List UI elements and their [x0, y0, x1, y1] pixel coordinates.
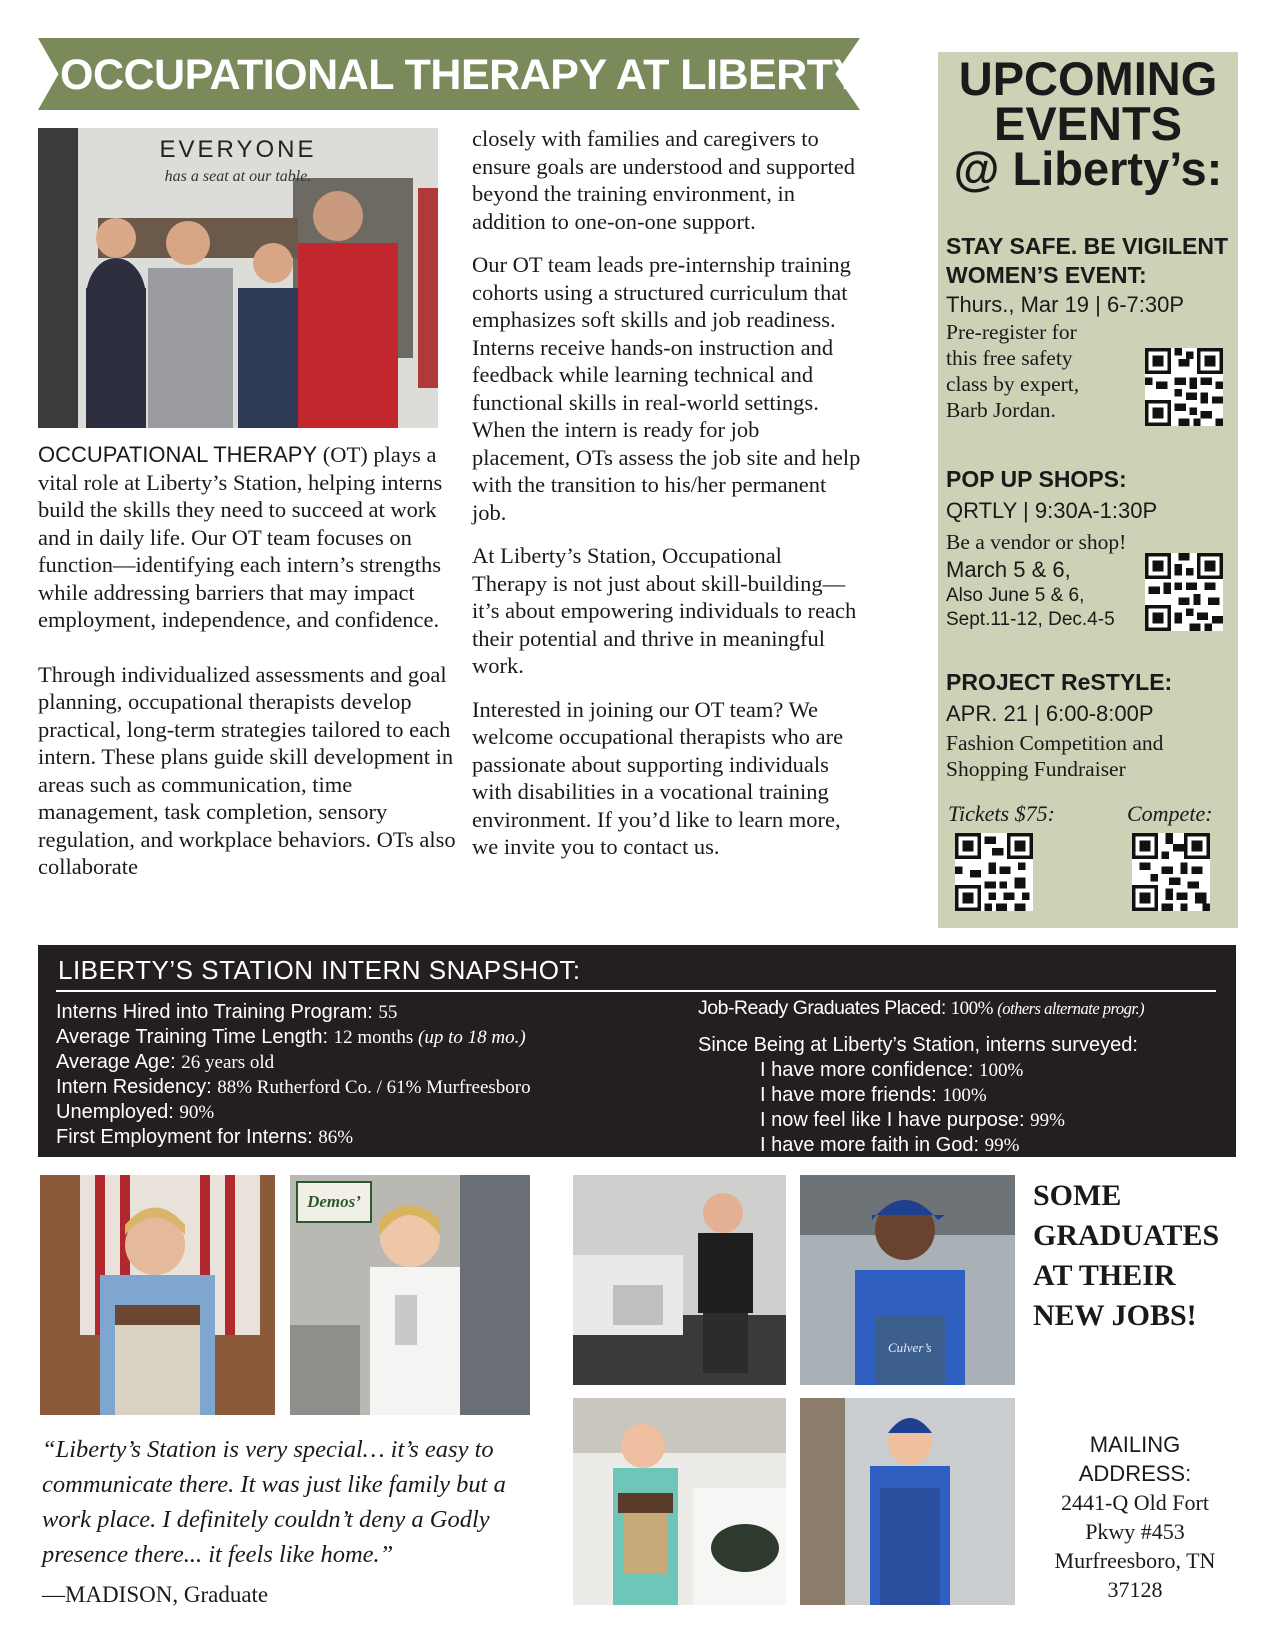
article-paragraph-3: Our OT team leads pre-internship training cohorts using a structured curriculum that emphasizes soft skills and job readiness. Interns receive hands-on instruction and feedback while learning technical and functional skills in real-world settings. When the intern is ready for job placement, OTs assess the job site and help with the transition to his/her permanent job. [472, 252, 861, 525]
sidebar-title-line-2: EVENTS [993, 97, 1183, 150]
event-safety-when: Thurs., Mar 19 | 6-7:30P [946, 292, 1185, 317]
quote-attribution: —MADISON, Graduate [42, 1582, 269, 1607]
survey-row-faith: I have more faith in God: 99% [760, 1134, 1020, 1156]
event-restyle-head: PROJECT ReSTYLE: [946, 669, 1173, 695]
event-restyle-desc-2: Shopping Fundraiser [946, 757, 1126, 781]
mailing-label-2: ADDRESS: [1078, 1461, 1192, 1486]
article-paragraph-4: At Liberty’s Station, Occupational Therapy is not just about skill-building—it’s about empowering individuals to reach their potential and thrive in meaningful work. [472, 543, 857, 678]
graduate-photo-bakery [573, 1398, 786, 1605]
qr-code-safety[interactable] [1145, 348, 1223, 426]
event-project-restyle [946, 668, 1236, 782]
stat-row-training-length: Average Training Time Length: 12 months (up to 18 mo.) [56, 1026, 526, 1048]
event-restyle-when: APR. 21 | 6:00-8:00P [946, 701, 1154, 726]
mailing-address [1035, 1430, 1235, 1604]
event-restyle-desc-1: Fashion Competition and [946, 731, 1164, 755]
event-safety-desc-4: Barb Jordan. [946, 398, 1056, 422]
survey-row-friends: I have more friends: 100% [760, 1084, 987, 1106]
graduates-title: SOME GRADUATES AT THEIR NEW JOBS! [1033, 1179, 1220, 1332]
article-column-middle [472, 125, 862, 861]
sign-line-1: EVERYONE [159, 136, 317, 163]
snapshot-title: LIBERTY’S STATION INTERN SNAPSHOT: [58, 955, 581, 985]
event-popup-dates-1: March 5 & 6, [946, 557, 1071, 582]
demos-sign: Demos’ [296, 1181, 372, 1223]
apron-text: Culver’s [888, 1340, 932, 1355]
survey-row-confidence: I have more confidence: 100% [760, 1059, 1024, 1081]
event-safety-desc-1: Pre-register for [946, 320, 1077, 344]
sidebar-title-line-1: UPCOMING [958, 52, 1218, 105]
sidebar-title [938, 52, 1238, 195]
snapshot-stats-right [698, 996, 1228, 1158]
event-safety-head-1: STAY SAFE. BE VIGILENT [946, 233, 1229, 259]
mailing-line-4: 37128 [1107, 1577, 1163, 1602]
stat-row-hired: Interns Hired into Training Program: 55 [56, 1001, 398, 1023]
tickets-label: Tickets $75: [948, 801, 1055, 826]
compete-label: Compete: [1127, 801, 1213, 826]
team-photo [38, 128, 438, 428]
article-intro [38, 441, 458, 634]
event-safety-desc-2: this free safety [946, 346, 1073, 370]
survey-intro: Since Being at Liberty’s Station, interns surveyed: [698, 1034, 1138, 1056]
article-paragraph-2-continued: closely with families and caregivers to ensure goals are understood and supported beyond the training environment, in addition to one-on-one support. [472, 126, 856, 234]
stat-row-unemployed: Unemployed: 90% [56, 1101, 215, 1123]
survey-row-purpose: I now feel like I have purpose: 99% [760, 1109, 1065, 1131]
event-popup-when: QRTLY | 9:30A-1:30P [946, 498, 1158, 523]
mailing-line-2: Pkwy #453 [1085, 1519, 1185, 1544]
graduate-photo-culvers-1 [800, 1175, 1015, 1385]
sidebar-title-line-3: @ Liberty’s: [953, 142, 1223, 195]
graduate-photo-demos [290, 1175, 530, 1415]
article-lead-text: (OT) plays a vital role at Liberty’s Station, helping interns build the skills they need to succeed at work and in daily life. Our OT team focuses on function—identifying each intern’s strengths while addressing barriers that may impact employment, independence, and confidence. [38, 442, 443, 632]
article-paragraph-5: Interested in joining our OT team? We welcome occupational therapists who are passionate about supporting individuals with disabilities in a vocational training environment. If you’d like to learn more, we invite you to contact us. [472, 696, 844, 859]
event-popup-head: POP UP SHOPS: [946, 466, 1127, 492]
stat-row-residency: Intern Residency: 88% Rutherford Co. / 61% Murfreesboro [56, 1076, 531, 1098]
stat-row-first-employment: First Employment for Interns: 86% [56, 1126, 354, 1148]
qr-code-pop-up-shops[interactable] [1145, 553, 1223, 631]
qr-code-compete[interactable] [1132, 833, 1210, 911]
graduate-photo-cleaning [573, 1175, 786, 1385]
event-popup-desc: Be a vendor or shop! [946, 530, 1127, 554]
survey-list [698, 1058, 1228, 1158]
mailing-line-3: Murfreesboro, TN [1054, 1548, 1216, 1573]
event-safety-head-2: WOMEN’S EVENT: [946, 262, 1147, 288]
snapshot-divider [56, 990, 1216, 992]
snapshot-stats-left [56, 1000, 696, 1150]
article-lead-caps: OCCUPATIONAL THERAPY [38, 442, 318, 467]
stat-row-age: Average Age: 26 years old [56, 1051, 275, 1073]
mailing-line-1: 2441-Q Old Fort [1061, 1490, 1209, 1515]
page-title: OCCUPATIONAL THERAPY AT LIBERTY’S [60, 51, 901, 99]
stat-row-placed: Job-Ready Graduates Placed: 100% (others alternate progr.) [698, 997, 1145, 1019]
event-popup-dates-2: Also June 5 & 6, [946, 585, 1085, 606]
graduate-quote: “Liberty’s Station is very special… it’s easy to communicate there. It was just like family but a work place. I definitely couldn’t deny a Godly presence there... it feels like home.” [42, 1436, 506, 1568]
qr-code-tickets[interactable] [955, 833, 1033, 911]
mailing-label-1: MAILING [1089, 1432, 1181, 1457]
graduate-photo-apron [40, 1175, 275, 1415]
article-paragraph-2: Through individualized assessments and goal planning, occupational therapists develop practical, long-term strategies tailored to each intern. These plans guide skill development in areas such as communication, time management, task completion, sensory regulation, and workplace behaviors. OTs also collaborate [38, 661, 456, 879]
event-safety-desc-3: class by expert, [946, 372, 1080, 396]
article-column-left [38, 441, 458, 881]
graduate-photo-culvers-2 [800, 1398, 1015, 1605]
event-popup-dates-3: Sept.11-12, Dec.4-5 [946, 609, 1115, 630]
sign-line-2: has a seat at our table. [164, 168, 312, 185]
